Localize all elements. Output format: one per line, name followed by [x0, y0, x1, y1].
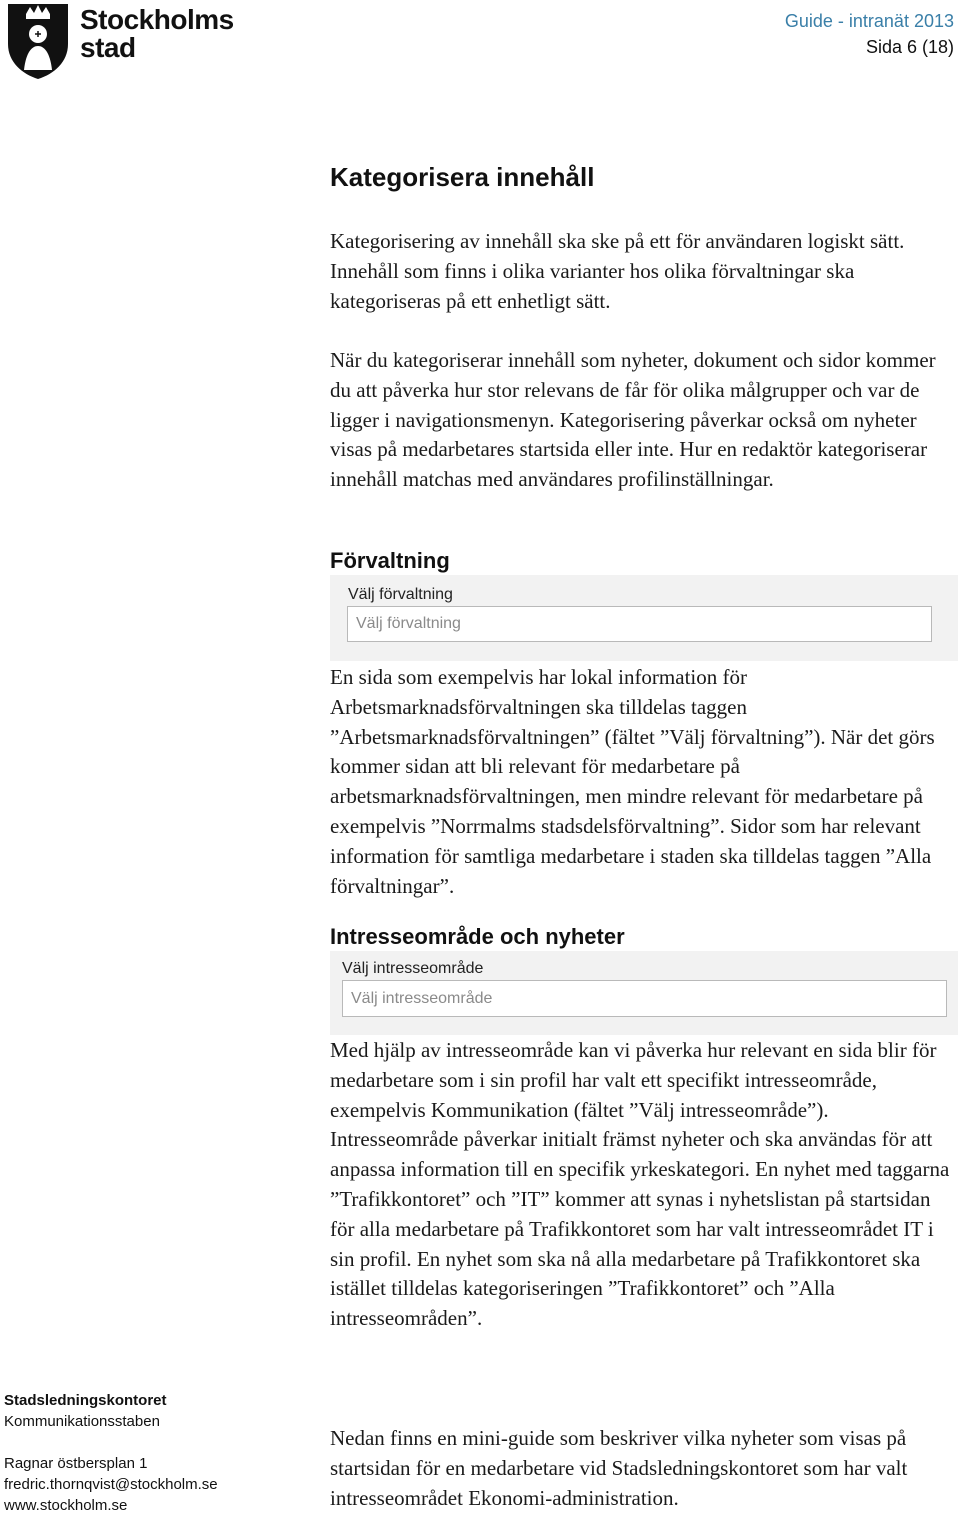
footer-email[interactable]: fredric.thornqvist@stockholm.se [4, 1476, 218, 1493]
footer-website[interactable]: www.stockholm.se [4, 1497, 128, 1514]
guide-title: Guide - intranät 2013 [784, 11, 954, 31]
section-heading-forvaltning: Förvaltning [330, 548, 450, 573]
forvaltning-field-screenshot [330, 575, 958, 661]
logo-wordmark: Stockholms stad [80, 4, 234, 63]
section-heading-intresseomrade: Intresseområde och nyheter [330, 924, 625, 949]
intresseomrade-paragraph: Med hjälp av intresseområde kan vi påverka hur relevant en sida blir för medarbetare som i sin profil har valt ett specifikt intresseområde, exempelvis Kommunikation (fältet ”Välj intresseområde”). Intresseområde påverkar initialt främst nyheter och ska användas för att anpassa information till en specifik yrkeskategori. En nyhet med taggarna ”Trafikkontoret” och ”IT” kommer att synas i nyhetslistan på startsidan för alla medarbetare på Trafikkontoret som har valt intresseområdet IT i sin profil. En nyhet som ska nå alla medarbetare på Trafikkontoret ska istället tilldelas kategoriseringen ”Trafikkontoret” och ”Alla intresseområden”. [330, 1038, 950, 1331]
intro-paragraph: Kategorisering av innehåll ska ske på ett för användaren logiskt sätt. Innehåll som finns i olika varianter hos olika förvaltningar ska kategoriseras på ett enhetligt sätt. [330, 229, 905, 313]
intresseomrade-field-label: Välj intresseområde [342, 960, 484, 977]
forvaltning-paragraph: En sida som exempelvis har lokal information för Arbetsmarknadsförvaltningen ska tilldelas taggen ”Arbetsmarknadsförvaltningen” (fältet ”Välj förvaltning”). När det görs kommer sidan att bli relevant för medarbetare på arbetsmarknadsförvaltningen, men mindre relevant för medarbetare på exempelvis ”Norrmalms stadsdelsförvaltning”. Sidor som har relevant information för samtliga medarbetare i staden ska tilldelas taggen ”Alla förvaltningar”. [330, 665, 935, 898]
relevance-paragraph: När du kategoriserar innehåll som nyheter, dokument och sidor kommer du att påverka hur stor relevans de får för olika målgrupper och var de ligger i navigationsmenyn. Kategorisering påverkar också om nyheter visas på medarbetares startsida eller inte. Hur en redaktör kategoriserar innehåll matchas med användares profilinställningar. [330, 348, 936, 492]
footer-contact [4, 1390, 218, 1516]
forvaltning-field-label: Välj förvaltning [348, 586, 453, 603]
page-header-info [785, 8, 954, 60]
closing-paragraph: Nedan finns en mini-guide som beskriver vilka nyheter som visas på startsidan för en medarbetare vid Stadsledningskontoret som har valt intresseområdet Ekonomi-administration. [330, 1426, 908, 1510]
page-title: Kategorisera innehåll [330, 162, 595, 192]
intresseomrade-select-input[interactable]: Välj intresseområde [342, 980, 947, 1017]
intresseomrade-field-screenshot [330, 951, 958, 1035]
footer-address: Ragnar östbersplan 1 [4, 1455, 148, 1472]
crest-icon [4, 0, 72, 80]
stockholms-stad-logo [4, 0, 244, 82]
footer-department: Kommunikationsstaben [4, 1413, 160, 1430]
forvaltning-select-input[interactable]: Välj förvaltning [347, 606, 932, 642]
page-number: Sida 6 (18) [865, 37, 954, 57]
footer-org: Stadsledningskontoret [4, 1392, 167, 1409]
